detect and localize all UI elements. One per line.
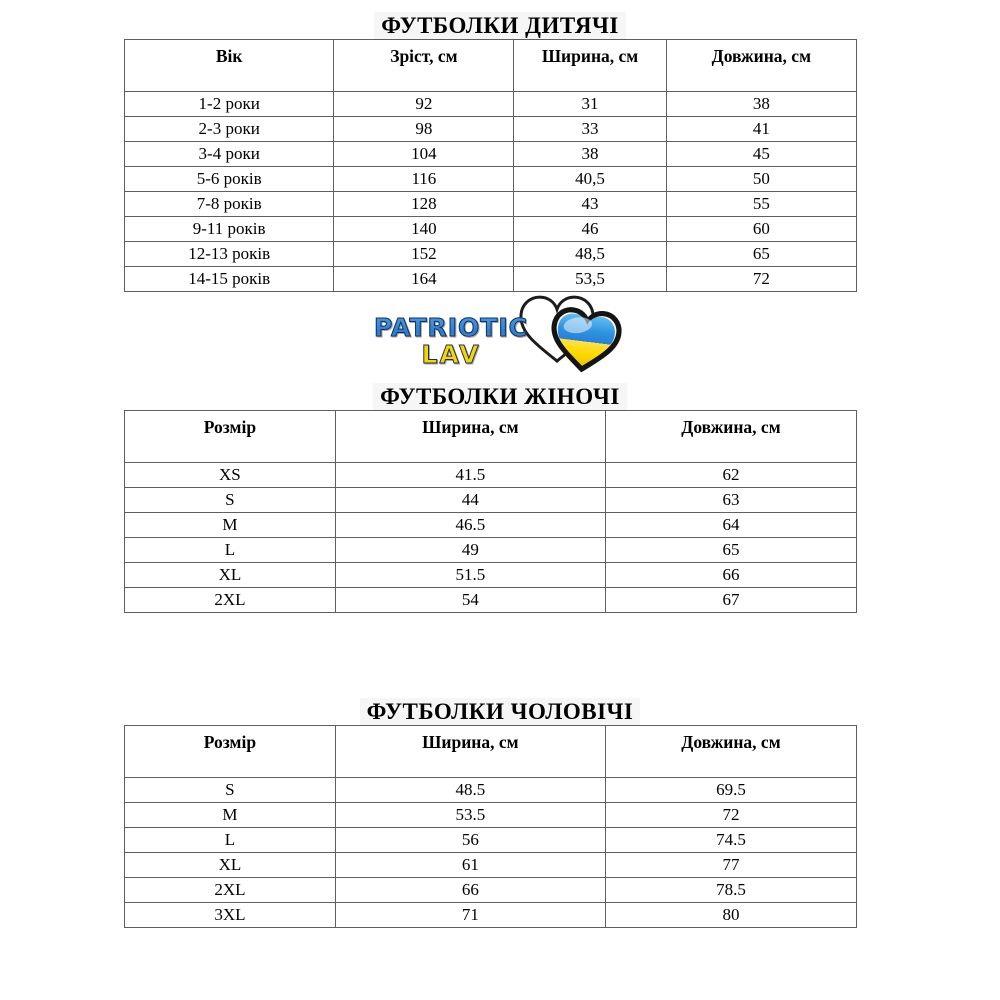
table-cell: 2XL <box>125 588 336 613</box>
table-row <box>125 267 857 292</box>
table-cell: 9-11 років <box>125 217 334 242</box>
table-cell: M <box>125 513 336 538</box>
table-cell: 45 <box>666 142 856 167</box>
table-row <box>125 463 857 488</box>
men-section-title-text: ФУТБОЛКИ ЧОЛОВІЧІ <box>360 698 641 725</box>
column-header: Вік <box>125 40 334 92</box>
table-cell: 40,5 <box>514 167 666 192</box>
table-row <box>125 853 857 878</box>
table-cell: 71 <box>335 903 605 928</box>
table-cell: 1-2 роки <box>125 92 334 117</box>
table-cell: 72 <box>605 803 856 828</box>
header-row <box>125 40 857 92</box>
table-cell: 92 <box>334 92 514 117</box>
table-cell: 152 <box>334 242 514 267</box>
table-cell: 3-4 роки <box>125 142 334 167</box>
table-row <box>125 117 857 142</box>
children-size-table <box>124 39 857 292</box>
table-row <box>125 167 857 192</box>
column-header: Розмір <box>125 726 336 778</box>
table-row <box>125 192 857 217</box>
table-cell: 53.5 <box>335 803 605 828</box>
table-cell: 33 <box>514 117 666 142</box>
table-row <box>125 242 857 267</box>
table-cell: 104 <box>334 142 514 167</box>
women-size-table <box>124 410 857 613</box>
table-cell: 56 <box>335 828 605 853</box>
table-row <box>125 588 857 613</box>
column-header: Зріст, см <box>334 40 514 92</box>
table-row <box>125 488 857 513</box>
table-row <box>125 92 857 117</box>
table-cell: 64 <box>605 513 856 538</box>
table-cell: 74.5 <box>605 828 856 853</box>
heart-ukraine-flag-icon <box>514 291 626 386</box>
table-row <box>125 878 857 903</box>
table-cell: 41.5 <box>335 463 605 488</box>
table-cell: 48,5 <box>514 242 666 267</box>
brand-logo-text <box>374 313 528 369</box>
table-cell: 7-8 років <box>125 192 334 217</box>
table-cell: 116 <box>334 167 514 192</box>
women-section-title-text: ФУТБОЛКИ ЖІНОЧІ <box>373 383 627 410</box>
table-cell: L <box>125 828 336 853</box>
table-cell: 12-13 років <box>125 242 334 267</box>
table-row <box>125 538 857 563</box>
men-section-title <box>0 699 1000 725</box>
table-cell: S <box>125 778 336 803</box>
table-cell: 55 <box>666 192 856 217</box>
table-cell: 46.5 <box>335 513 605 538</box>
table-cell: 62 <box>605 463 856 488</box>
table-cell: 140 <box>334 217 514 242</box>
column-header: Довжина, см <box>666 40 856 92</box>
table-cell: M <box>125 803 336 828</box>
table-row <box>125 828 857 853</box>
column-header: Ширина, см <box>335 726 605 778</box>
table-cell: XS <box>125 463 336 488</box>
header-row <box>125 411 857 463</box>
children-section-title <box>0 13 1000 39</box>
table-cell: 66 <box>335 878 605 903</box>
table-row <box>125 903 857 928</box>
header-row <box>125 726 857 778</box>
brand-name-line1: PATRIOTIC <box>374 313 528 342</box>
table-cell: 2-3 роки <box>125 117 334 142</box>
table-row <box>125 803 857 828</box>
table-cell: 78.5 <box>605 878 856 903</box>
table-cell: 49 <box>335 538 605 563</box>
table-cell: 65 <box>666 242 856 267</box>
table-row <box>125 778 857 803</box>
table-cell: 31 <box>514 92 666 117</box>
table-cell: XL <box>125 563 336 588</box>
table-cell: 2XL <box>125 878 336 903</box>
table-cell: S <box>125 488 336 513</box>
table-cell: 60 <box>666 217 856 242</box>
table-row <box>125 513 857 538</box>
table-cell: 46 <box>514 217 666 242</box>
table-cell: 38 <box>514 142 666 167</box>
table-cell: 69.5 <box>605 778 856 803</box>
table-cell: 5-6 років <box>125 167 334 192</box>
table-cell: 3XL <box>125 903 336 928</box>
column-header: Довжина, см <box>605 726 856 778</box>
table-row <box>125 563 857 588</box>
brand-name-line2: LAV <box>421 340 481 369</box>
table-cell: 53,5 <box>514 267 666 292</box>
table-cell: 41 <box>666 117 856 142</box>
table-cell: 50 <box>666 167 856 192</box>
table-cell: 72 <box>666 267 856 292</box>
table-cell: 51.5 <box>335 563 605 588</box>
table-cell: 63 <box>605 488 856 513</box>
table-cell: 128 <box>334 192 514 217</box>
column-header: Довжина, см <box>605 411 856 463</box>
children-section-title-text: ФУТБОЛКИ ДИТЯЧІ <box>374 12 626 39</box>
table-cell: 80 <box>605 903 856 928</box>
table-cell: 54 <box>335 588 605 613</box>
table-cell: 98 <box>334 117 514 142</box>
table-cell: L <box>125 538 336 563</box>
table-cell: 14-15 років <box>125 267 334 292</box>
column-header: Розмір <box>125 411 336 463</box>
table-row <box>125 217 857 242</box>
table-cell: 67 <box>605 588 856 613</box>
table-cell: 77 <box>605 853 856 878</box>
table-cell: 48.5 <box>335 778 605 803</box>
column-header: Ширина, см <box>335 411 605 463</box>
table-cell: 44 <box>335 488 605 513</box>
table-row <box>125 142 857 167</box>
table-cell: 38 <box>666 92 856 117</box>
table-cell: 65 <box>605 538 856 563</box>
table-cell: 66 <box>605 563 856 588</box>
column-header: Ширина, см <box>514 40 666 92</box>
women-section-title <box>0 384 1000 410</box>
table-cell: 61 <box>335 853 605 878</box>
men-size-table <box>124 725 857 928</box>
table-cell: 164 <box>334 267 514 292</box>
brand-logo <box>0 292 1000 384</box>
table-cell: XL <box>125 853 336 878</box>
section-spacer <box>0 613 1000 699</box>
table-cell: 43 <box>514 192 666 217</box>
